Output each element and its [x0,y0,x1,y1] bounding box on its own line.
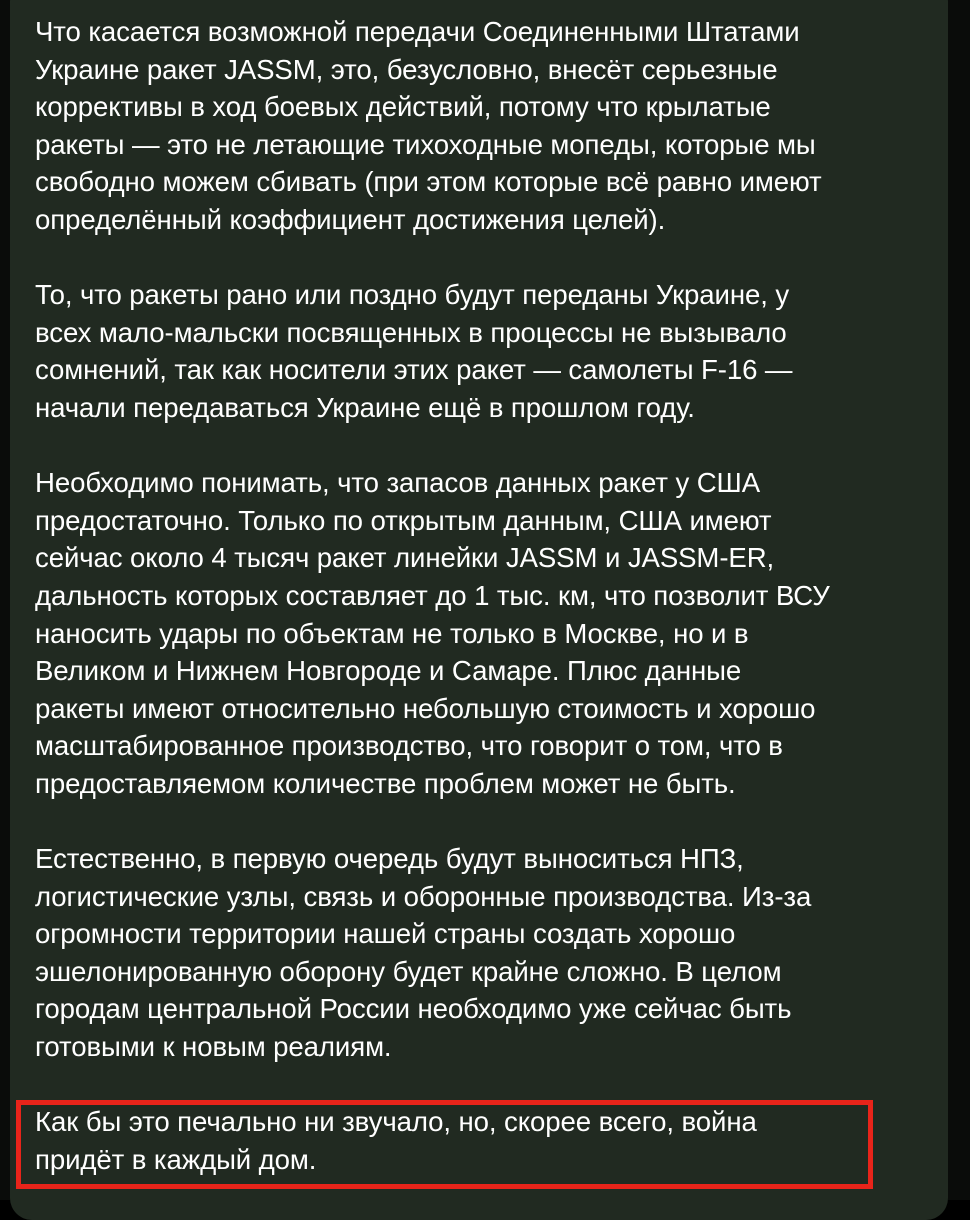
message-paragraph-2: То, что ракеты рано или поздно будут переданы Украине, у всех мало-мальски посвященных в процессы не вызывало сомнений, так как носители этих ракет — самолеты F-16 — начали передаваться Украине ещё в прошлом году. [35,279,793,423]
message-paragraph-4: Естественно, в первую очередь будут выноситься НПЗ, логистические узлы, связь и оборонные производства. Из-за огромности территории нашей страны создать хорошо эшелонированную оборону будет крайне сложно. В целом городам центральной России необходимо уже сейчас быть готовыми к новым реалиям. [35,843,812,1063]
message-paragraph-5: Как бы это печально ни звучало, но, скорее всего, война придёт в каждый дом. [35,1106,757,1175]
message-paragraph-3: Необходимо понимать, что запасов данных ракет у США предостаточно. Только по открытым данным, США имеют сейчас около 4 тысяч ракет линейки JASSM и JASSM-ER, дальность которых составляет до 1 тыс. км, что позволит ВСУ наносить удары по объектам не только в Москве, но и в Великом и Нижнем Новгороде и Самаре. Плюс данные ракеты имеют относительно небольшую стоимость и хорошо масштабированное производство, что говорит о том, что в предоставляемом количестве проблем может не быть. [35,467,830,799]
message-text [35,13,940,1178]
message-paragraph-1: Что касается возможной передачи Соединенными Штатами Украине ракет JASSM, это, безусловно, внесёт серьезные коррективы в ход боевых действий, потому что крылатые ракеты — это не летающие тихоходные мопеды, которые мы свободно можем сбивать (при этом которые всё равно имеют определённый коэффициент достижения целей). [35,16,822,235]
highlight-annotation-box [16,1100,873,1189]
